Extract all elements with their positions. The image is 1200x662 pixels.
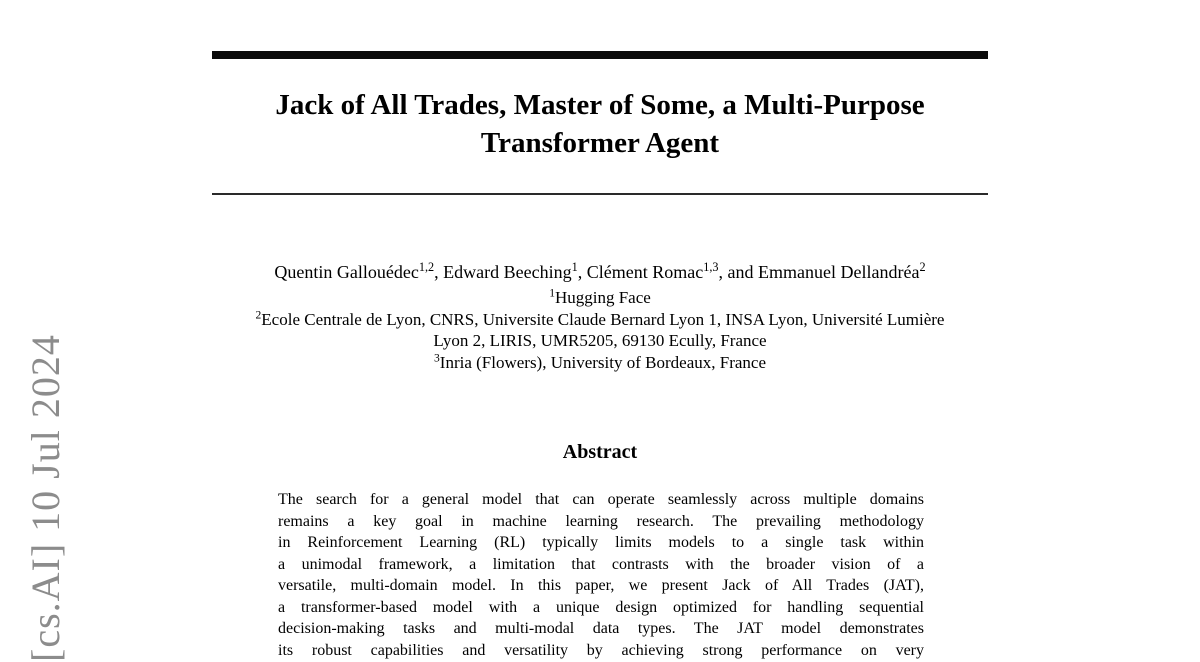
affiliation-text: Lyon 2, LIRIS, UMR5205, 69130 Ecully, France — [433, 331, 767, 350]
abstract-line: in Reinforcement Learning (RL) typically limits models to a single task within — [278, 534, 924, 551]
title-rule-thick — [212, 51, 988, 59]
affiliation-line — [90, 352, 1110, 374]
abstract-line: its robust capabilities and versatility by achieving strong performance on very — [278, 641, 924, 659]
author-superscript: 1,2 — [418, 260, 435, 274]
abstract-line: decision-making tasks and multi-modal data types. The JAT model demonstrates — [278, 620, 924, 637]
paper-title-line: Transformer Agent — [480, 127, 720, 159]
affiliation-line — [90, 330, 1110, 352]
affiliation-line — [90, 287, 1110, 309]
paper-title — [212, 86, 988, 162]
affiliation-superscript: 3 — [434, 350, 440, 364]
abstract-body — [278, 489, 924, 661]
affiliation-text: Ecole Centrale de Lyon, CNRS, Universite Claude Bernard Lyon 1, INSA Lyon, Université Lumière — [261, 309, 945, 329]
author-superscript: 1,3 — [703, 260, 719, 274]
affiliations — [90, 287, 1110, 373]
abstract-line: a transformer-based model with a unique design optimized for handling sequential — [278, 598, 924, 616]
author-text: , and Emmanuel Dellandréa — [718, 262, 920, 282]
abstract-line: versatile, multi-domain model. In this paper, we present Jack of All Trades (JAT), — [278, 577, 924, 594]
affiliation-line — [90, 309, 1110, 331]
affiliation-text: Inria (Flowers), University of Bordeaux, France — [439, 352, 766, 372]
arxiv-stamp-vertical-text: [cs.AI] 10 Jul 2024 — [23, 334, 68, 662]
author-superscript: 2 — [919, 260, 926, 274]
paper-title-line: Jack of All Trades, Master of Some, a Multi-Purpose — [275, 89, 925, 121]
abstract-line: The search for a general model that can operate seamlessly across multiple domains — [278, 491, 924, 508]
author-text: Quentin Gallouédec — [274, 262, 419, 282]
authors-line — [100, 261, 1100, 283]
affiliation-text: Hugging Face — [554, 288, 651, 307]
abstract-line: a unimodal framework, a limitation that contrasts with the broader vision of a — [278, 555, 924, 573]
abstract-heading: Abstract — [562, 441, 638, 463]
abstract-line: remains a key goal in machine learning research. The prevailing methodology — [278, 512, 924, 530]
author-superscript: 1 — [571, 260, 578, 274]
author-text: , Clément Romac — [577, 262, 704, 282]
title-rule-thin — [212, 193, 988, 195]
affiliation-superscript: 1 — [549, 286, 555, 300]
author-text: , Edward Beeching — [434, 262, 572, 282]
affiliation-superscript: 2 — [255, 307, 262, 321]
